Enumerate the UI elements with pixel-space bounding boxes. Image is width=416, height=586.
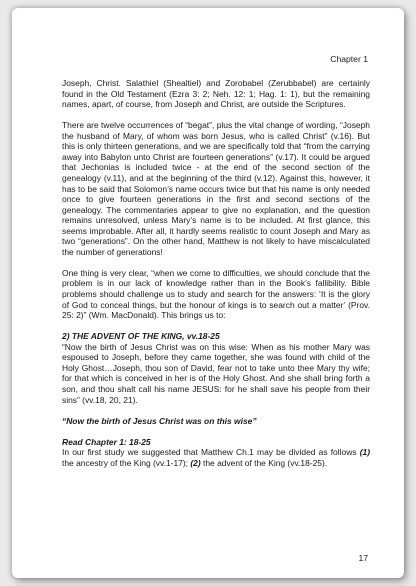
read-chapter-heading: Read Chapter 1: 18-25 xyxy=(62,436,151,447)
quote-heading: “Now the birth of Jesus Christ was on this wise” xyxy=(62,415,257,426)
paragraph-1: Joseph, Christ. Salathiel (Shealtiel) and Zorobabel (Zerubbabel) are certainly found in the Old Testament (Ezra 3: 2; Neh. 12: 1; Hag. 1: 1), but the remaining names, apart, of course, from Joseph and Christ, are outside the Scriptures. xyxy=(62,78,370,110)
page-content xyxy=(62,78,370,479)
list-marker-2: (2) xyxy=(190,457,201,468)
page-number: 17 xyxy=(358,553,368,563)
paragraph-2: There are twelve occurrences of “begat”, plus the vital change of wording, “Joseph the husband of Mary, of whom was born Jesus, who is called Christ” (v.16). But this is only thirteen generations, and we are specifically told that “from the carrying away into Babylon unto Christ are fourteen generations” (v.17). It could be argued that Jechonias is included twice - at the end of the second section of the genealogy (v.11), and at the beginning of the third (v.12). Against this, however, it has to be said that Solomon’s name occurs twice but that his name is only needed once to give fourteen generations in the first and second sections of the genealogy. The commentaries appear to give no explanation, and the question remains unresolved, unless Mary’s name is to be included. At first glance, this seems improbable. After all, it hardly seems realistic to count Joseph and Mary as two “generations”. On the other hand, Matthew is not likely to have miscalculated the number of generations! xyxy=(62,120,370,257)
section-heading-advent: 2) THE ADVENT OF THE KING, vv.18-25 xyxy=(62,331,220,342)
paragraph-4: “Now the birth of Jesus Christ was on this wise: When as his mother Mary was espoused to Joseph, before they came together, she was found with child of the Holy Ghost…Joseph, thou son of David, fear not to take unto thee Mary thy wife; for that which is conceived in her is of the Holy Ghost. And she shall bring forth a son, and thou shalt call his name JESUS: for he shall save his people from their sins” (vv.18, 20, 21). xyxy=(62,341,370,405)
paragraph-5 xyxy=(62,447,370,468)
running-head: Chapter 1 xyxy=(330,54,368,64)
paragraph-3: One thing is very clear, “when we come to difficulties, we should conclude that the problem is in our lack of knowledge rather than in the Book’s fallibility. Bible problems should challenge us to study and search for the answers: ‘It is the glory of God to conceal things, but the honour of kings is to search out a matter’ (Prov. 25: 2)” (Wm. MacDonald). This brings us to: xyxy=(62,267,370,321)
paragraph-5-text-a: In our first study we suggested that Matthew Ch.1 may be divided as follows xyxy=(62,447,360,458)
list-marker-1: (1) xyxy=(359,447,370,458)
paragraph-5-text-c: the advent of the King (vv.18-25). xyxy=(200,457,328,468)
paragraph-5-text-b: the ancestry of the King (vv.1-17); xyxy=(62,457,191,468)
book-page xyxy=(12,8,404,578)
